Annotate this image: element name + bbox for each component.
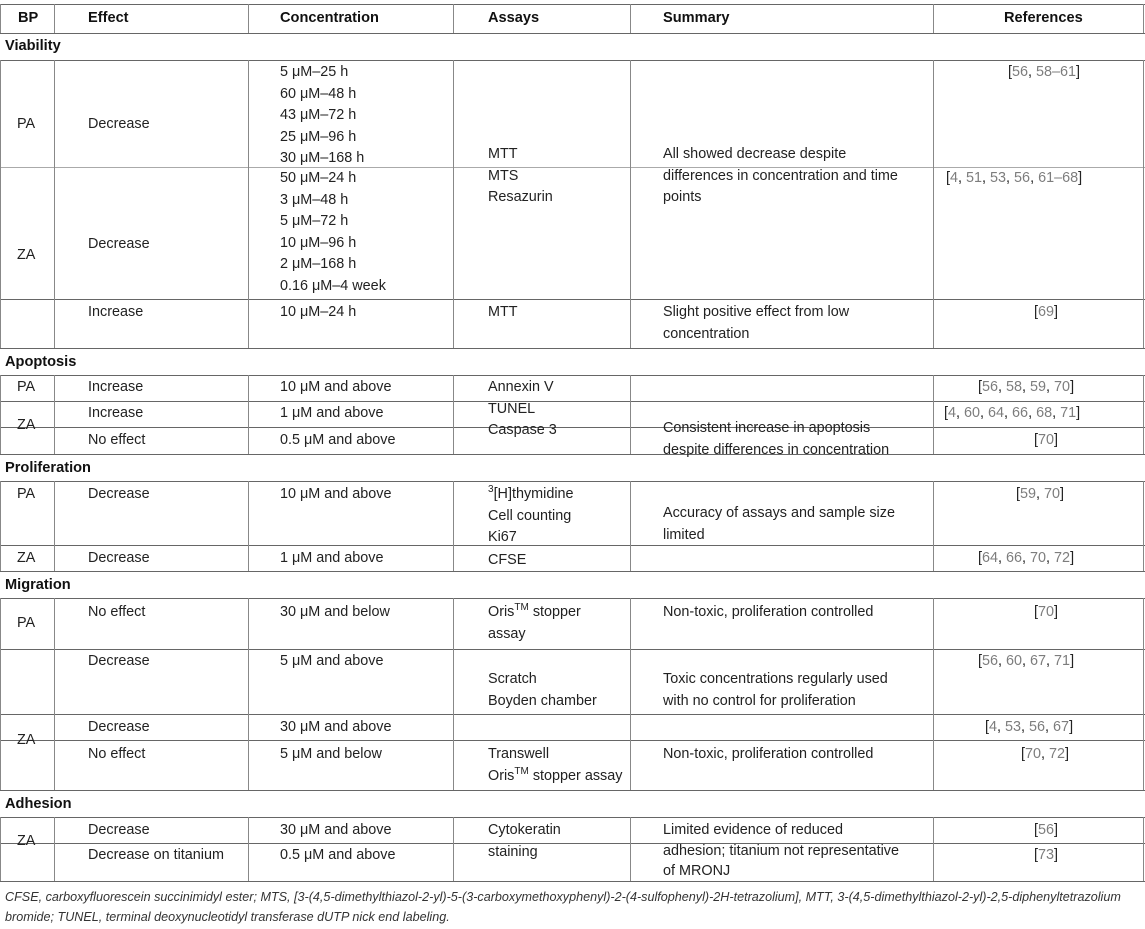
col-rule: [248, 4, 249, 33]
section-title-adhesion: Adhesion: [5, 796, 72, 812]
conc-line: 50 μM–24 h: [280, 170, 357, 186]
section-title-viability: Viability: [5, 38, 61, 54]
references-cell: [64, 66, 70, 72]: [978, 550, 1075, 566]
assay-line: Cytokeratin: [488, 822, 561, 838]
references-cell: [4, 53, 56, 67]: [985, 719, 1074, 735]
section-rule: [0, 571, 1145, 572]
summary-line: Consistent increase in apoptosis: [663, 420, 871, 436]
reference-link[interactable]: 68: [1036, 405, 1053, 421]
row-rule: [0, 649, 1145, 650]
reference-link[interactable]: 70: [1038, 432, 1055, 448]
col-rule: [933, 598, 934, 790]
col-rule: [453, 60, 454, 348]
concentration-cell: 0.5 μM and above: [280, 432, 396, 448]
concentration-cell: 30 μM and above: [280, 822, 392, 838]
col-rule: [248, 375, 249, 454]
summary-line: with no control for proliferation: [663, 692, 856, 709]
summary-line: concentration: [663, 325, 750, 342]
section-rule: [0, 60, 1145, 61]
effect-cell: Decrease on titanium: [88, 847, 224, 863]
row-rule: [0, 740, 1145, 741]
assay-line: [488, 766, 622, 788]
col-rule: [0, 817, 1, 881]
reference-link[interactable]: 64: [988, 405, 1005, 421]
assay-text: stopper assay: [528, 767, 623, 784]
effect-cell: No effect: [88, 432, 146, 448]
references-cell: [56]: [1034, 822, 1059, 838]
conc-line: 43 μM–72 h: [280, 107, 357, 123]
assay-text: Oris: [488, 767, 515, 784]
row-rule: [0, 843, 1145, 844]
assay-line: [488, 484, 574, 506]
conc-line: 3 μM–48 h: [280, 191, 349, 208]
conc-line: 30 μM–168 h: [280, 150, 365, 166]
effect-cell: Increase: [88, 304, 144, 320]
reference-link[interactable]: 70: [1054, 379, 1071, 395]
references-cell: [73]: [1034, 847, 1059, 863]
assay-line: CFSE: [488, 551, 527, 568]
col-rule: [630, 817, 631, 881]
concentration-cell: [280, 168, 386, 297]
bp-cell: ZA: [17, 732, 36, 748]
assays-cell: [488, 744, 622, 787]
bp-cell: ZA: [17, 833, 36, 849]
summary-cell: [663, 503, 895, 546]
col-rule: [630, 481, 631, 571]
header-assays: Assays: [488, 10, 540, 26]
header-effect: Effect: [88, 10, 129, 26]
summary-line: adhesion; titanium not representative: [663, 842, 899, 859]
reference-link[interactable]: 71: [1060, 405, 1077, 421]
bp-cell: ZA: [17, 247, 36, 263]
col-rule: [453, 375, 454, 454]
references-cell: [56, 58, 59, 70]: [978, 379, 1075, 395]
reference-link[interactable]: 64: [982, 550, 999, 566]
effect-cell: Decrease: [88, 719, 150, 735]
col-rule: [453, 4, 454, 33]
col-rule: [248, 481, 249, 571]
col-rule: [933, 481, 934, 571]
section-rule: [0, 817, 1145, 818]
bp-cell: PA: [17, 116, 36, 132]
conc-line: 60 μM–48 h: [280, 85, 357, 102]
effect-cell: Increase: [88, 405, 144, 421]
col-rule: [630, 375, 631, 454]
concentration-cell: 10 μM–24 h: [280, 304, 357, 320]
summary-line: differences in concentration and time: [663, 167, 898, 184]
col-rule: [630, 60, 631, 348]
header-concentration: Concentration: [280, 10, 379, 26]
references-cell: [70]: [1034, 604, 1059, 620]
assay-line: Ki67: [488, 529, 517, 545]
table-footnote: CFSE, carboxyfluorescein succinimidyl ester; MTS, [3-(4,5-dimethylthiazol-2-yl)-5-(3-carboxymethoxyphenyl)-2-(4-sulfophenyl)-2H-tetrazolium], MTT, 3-(4,5-dimethylthiazol-2-yl)-2,5-diphenyltetrazolium bromide; TUNEL, terminal deoxynucleotidyl transferase dUTP nick end labeling.: [5, 890, 1121, 924]
summary-cell: [663, 302, 849, 345]
effect-cell: Decrease: [88, 822, 150, 838]
col-rule: [933, 4, 934, 33]
assays-cell: [488, 669, 597, 712]
section-rule: [0, 454, 1145, 455]
col-rule: [933, 60, 934, 348]
assays-cell: [488, 377, 557, 442]
row-rule: [0, 401, 1145, 402]
references-cell: [56, 58–61]: [1008, 64, 1081, 80]
bp-cell: ZA: [17, 417, 36, 433]
conc-line: 5 μM–72 h: [280, 213, 349, 229]
row-rule: [0, 299, 1145, 300]
effect-cell: Decrease: [88, 653, 150, 669]
assay-line: Scratch: [488, 671, 537, 687]
assay-line: [488, 602, 581, 624]
assays-cell: [488, 484, 574, 571]
bp-cell: PA: [17, 486, 36, 502]
assay-text: [H]thymidine: [493, 486, 574, 502]
col-rule: [0, 60, 1, 348]
assays-cell: MTT: [488, 304, 518, 320]
reference-link[interactable]: 59: [1030, 379, 1047, 395]
reference-link[interactable]: 53: [990, 170, 1007, 186]
concentration-cell: [280, 62, 364, 170]
col-rule: [0, 4, 1, 33]
summary-line: limited: [663, 526, 705, 543]
assay-line: Caspase 3: [488, 422, 557, 438]
references-cell: [70, 72]: [1021, 746, 1070, 762]
col-rule: [1143, 375, 1144, 454]
effect-cell: Decrease: [88, 116, 150, 132]
assay-line: Cell counting: [488, 507, 572, 524]
col-rule: [1143, 817, 1144, 881]
reference-link[interactable]: 56: [982, 653, 999, 669]
assay-line: MTT: [488, 146, 518, 162]
references-cell: [69]: [1034, 304, 1059, 320]
summary-cell: [663, 669, 888, 712]
bp-cell: PA: [17, 379, 36, 395]
section-rule: [0, 790, 1145, 791]
assay-text: stopper: [528, 604, 581, 620]
row-rule: [0, 427, 1145, 428]
col-rule: [54, 598, 55, 790]
reference-link[interactable]: 60: [964, 405, 981, 421]
assay-line: TUNEL: [488, 400, 536, 417]
reference-link[interactable]: 67: [1053, 719, 1070, 735]
summary-line: despite differences in concentration: [663, 441, 890, 458]
header-bottom-rule: [0, 33, 1145, 34]
section-rule: [0, 481, 1145, 482]
superscript: TM: [514, 602, 529, 613]
assay-line: assay: [488, 625, 526, 642]
reference-link[interactable]: 60: [1006, 653, 1023, 669]
col-rule: [0, 375, 1, 454]
bp-cell: PA: [17, 615, 36, 631]
col-rule: [0, 481, 1, 571]
summary-line: All showed decrease despite: [663, 146, 847, 162]
summary-line: Toxic concentrations regularly used: [663, 671, 888, 687]
references-cell: [4, 60, 64, 66, 68, 71]: [944, 405, 1081, 421]
reference-link[interactable]: 4: [950, 170, 959, 186]
col-rule: [1143, 4, 1144, 33]
reference-link[interactable]: 66: [1006, 550, 1023, 566]
section-title-apoptosis: Apoptosis: [5, 354, 77, 370]
reference-link[interactable]: 67: [1030, 653, 1047, 669]
conc-line: 2 μM–168 h: [280, 256, 357, 272]
col-rule: [453, 481, 454, 571]
assays-cell: [488, 602, 581, 645]
assay-line: Boyden chamber: [488, 692, 597, 709]
reference-link[interactable]: 4: [948, 405, 957, 421]
reference-link[interactable]: 69: [1038, 304, 1055, 320]
reference-link[interactable]: 70: [1025, 746, 1042, 762]
col-rule: [1143, 598, 1144, 790]
reference-link[interactable]: 56: [1029, 719, 1046, 735]
concentration-cell: 1 μM and above: [280, 550, 384, 566]
assays-cell: [488, 820, 561, 863]
effect-cell: Decrease: [88, 236, 150, 252]
col-rule: [54, 60, 55, 348]
summary-cell: Non-toxic, proliferation controlled: [663, 604, 874, 620]
reference-link[interactable]: 56: [1014, 170, 1031, 186]
reference-link[interactable]: 56: [982, 379, 999, 395]
col-rule: [248, 598, 249, 790]
effect-cell: Increase: [88, 379, 144, 395]
col-rule: [453, 817, 454, 881]
reference-link[interactable]: 56: [1038, 822, 1055, 838]
summary-cell: [663, 144, 898, 209]
col-rule: [630, 4, 631, 33]
summary-cell: [663, 418, 889, 461]
col-rule: [1143, 60, 1144, 348]
summary-cell: Non-toxic, proliferation controlled: [663, 746, 874, 762]
references-cell: [59, 70]: [1016, 486, 1065, 502]
effect-cell: No effect: [88, 746, 146, 762]
reference-link[interactable]: 58: [1006, 379, 1023, 395]
references-cell: [70]: [1034, 432, 1059, 448]
conc-line: 5 μM–25 h: [280, 64, 349, 80]
reference-link[interactable]: 70: [1030, 550, 1047, 566]
reference-link[interactable]: 70: [1038, 604, 1055, 620]
col-rule: [1143, 481, 1144, 571]
effect-cell: Decrease: [88, 486, 150, 502]
col-rule: [933, 817, 934, 881]
col-rule: [630, 598, 631, 790]
references-cell: [4, 51, 53, 56, 61–68]: [946, 170, 1083, 186]
reference-link[interactable]: 71: [1054, 653, 1071, 669]
header-summary: Summary: [663, 10, 730, 26]
section-rule: [0, 348, 1145, 349]
col-rule: [933, 375, 934, 454]
col-rule: [54, 481, 55, 571]
reference-link[interactable]: 70: [1044, 486, 1061, 502]
reference-link[interactable]: 4: [989, 719, 998, 735]
assay-line: MTS: [488, 167, 519, 184]
section-title-migration: Migration: [5, 577, 71, 593]
assay-line: Resazurin: [488, 189, 553, 205]
col-rule: [54, 4, 55, 33]
concentration-cell: 10 μM and above: [280, 379, 392, 395]
reference-link[interactable]: 56: [1012, 64, 1029, 80]
effect-cell: Decrease: [88, 550, 150, 566]
concentration-cell: 10 μM and above: [280, 486, 392, 502]
col-rule: [248, 60, 249, 348]
summary-line: points: [663, 189, 702, 205]
reference-link[interactable]: 61–68: [1038, 170, 1079, 186]
table-bottom-rule: [0, 881, 1145, 882]
col-rule: [248, 817, 249, 881]
assays-cell: [488, 144, 553, 209]
col-rule: [54, 375, 55, 454]
col-rule: [54, 817, 55, 881]
reference-link[interactable]: 66: [1012, 405, 1029, 421]
concentration-cell: 1 μM and above: [280, 405, 384, 421]
concentration-cell: 30 μM and above: [280, 719, 392, 735]
reference-link[interactable]: 72: [1054, 550, 1071, 566]
conc-line: 10 μM–96 h: [280, 234, 357, 251]
summary-line: Accuracy of assays and sample size: [663, 505, 895, 521]
assay-text: Oris: [488, 604, 515, 620]
reference-link[interactable]: 73: [1038, 847, 1055, 863]
conc-line: 0.16 μM–4 week: [280, 277, 386, 294]
summary-line: of MRONJ: [663, 863, 731, 879]
table-top-rule: [0, 4, 1145, 5]
header-references: References: [1004, 10, 1083, 26]
reference-link[interactable]: 58–61: [1036, 64, 1077, 80]
col-rule: [0, 598, 1, 790]
superscript: TM: [514, 765, 529, 777]
assay-line: Transwell: [488, 746, 550, 762]
effect-cell: No effect: [88, 604, 146, 620]
reference-link[interactable]: 53: [1005, 719, 1022, 735]
superscript: 3: [488, 484, 494, 495]
section-rule: [0, 598, 1145, 599]
section-title-proliferation: Proliferation: [5, 460, 91, 476]
section-rule: [0, 375, 1145, 376]
concentration-cell: 30 μM and below: [280, 604, 390, 620]
header-bp: BP: [18, 10, 39, 26]
summary-line: Slight positive effect from low: [663, 304, 850, 320]
assay-line: staining: [488, 843, 538, 860]
concentration-cell: 5 μM and below: [280, 746, 382, 762]
summary-cell: [663, 820, 899, 882]
reference-link[interactable]: 59: [1020, 486, 1037, 502]
conc-line: 25 μM–96 h: [280, 128, 357, 145]
row-rule: [0, 714, 1145, 715]
concentration-cell: 5 μM and above: [280, 653, 384, 669]
concentration-cell: 0.5 μM and above: [280, 847, 396, 863]
references-cell: [56, 60, 67, 71]: [978, 653, 1075, 669]
bp-cell: ZA: [17, 550, 36, 566]
reference-link[interactable]: 72: [1049, 746, 1066, 762]
col-rule: [453, 598, 454, 790]
assay-line: Annexin V: [488, 379, 554, 395]
summary-line: Limited evidence of reduced: [663, 822, 843, 838]
reference-link[interactable]: 51: [966, 170, 983, 186]
